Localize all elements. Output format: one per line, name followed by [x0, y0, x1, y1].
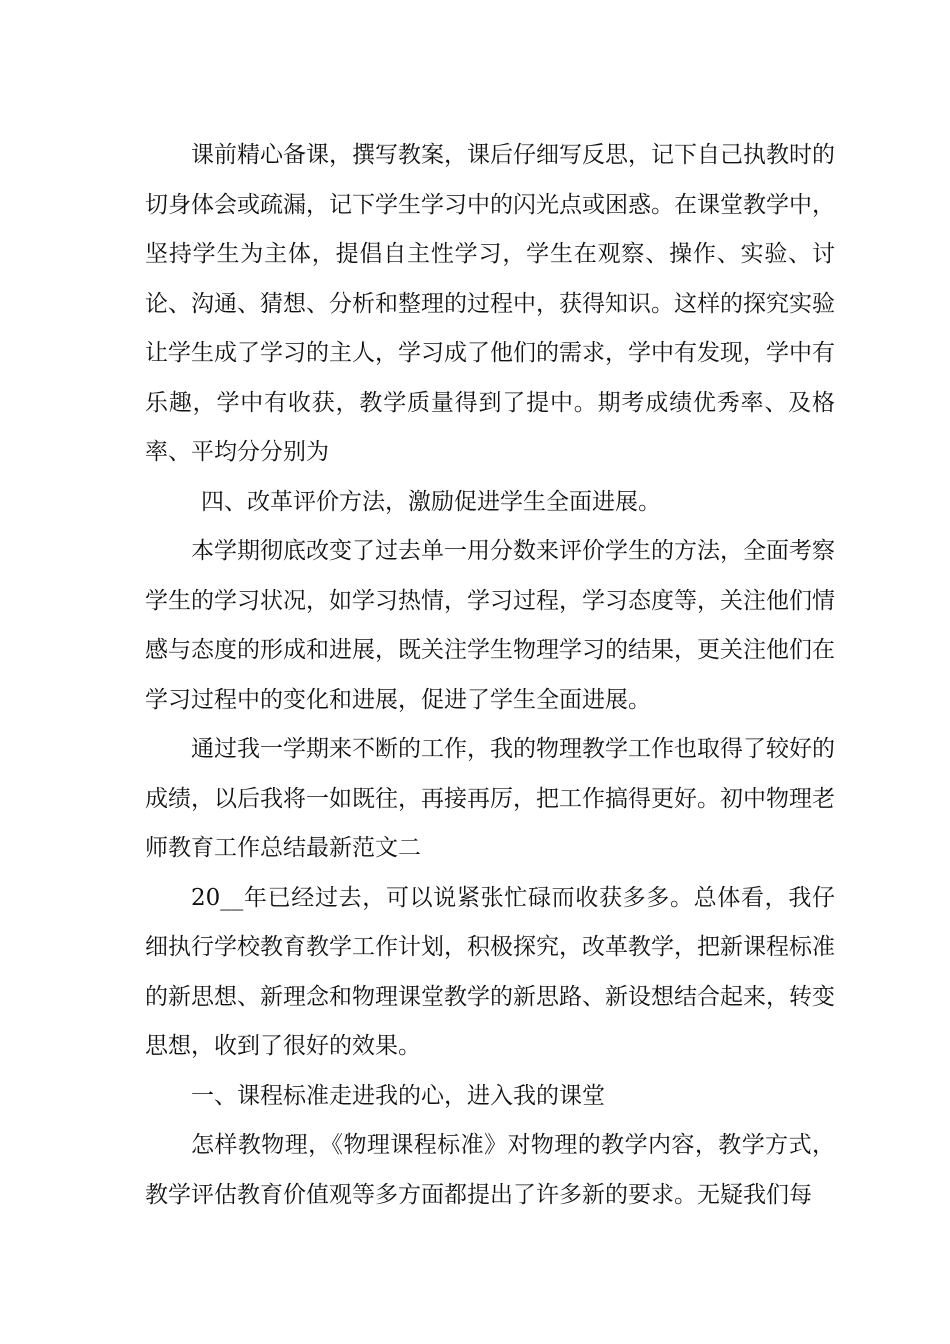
section-heading-curriculum-standard: 一、课程标准走进我的心，进入我的课堂	[191, 1082, 605, 1109]
paragraph-evaluation-method: 本学期彻底改变了过去单一用分数来评价学生的方法，全面考察学生的学习状况，如学习热情，学习过程，学习态度等，关注他们情感与态度的形成和进展，既关注学生物理学习的结果，更关注他们在学习过程中的变化和进展，促进了学生全面进展。	[145, 538, 835, 713]
document-body	[145, 131, 835, 1220]
section-heading-evaluation-reform: 四、改革评价方法，激励促进学生全面进展。	[201, 488, 661, 515]
paragraph-year-review: 20__年已经过去，可以说紧张忙碌而收获多多。总体看，我仔细执行学校教育教学工作计划，积极探究，改革教学，把新课程标准的新思想、新理念和物理课堂教学的新思路、新设想结合起来，转变思想，收到了很好的效果。	[145, 884, 835, 1059]
paragraph-lesson-preparation: 课前精心备课，撰写教案，课后仔细写反思，记下自己执教时的切身体会或疏漏，记下学生学习中的闪光点或困惑。在课堂教学中，坚持学生为主体，提倡自主性学习，学生在观察、操作、实验、讨论、沟通、猜想、分析和整理的过程中，获得知识。这样的探究实验让学生成了学习的主人，学习成了他们的需求，学中有发现，学中有乐趣，学中有收获，教学质量得到了提中。期考成绩优秀率、及格率、平均分分别为	[145, 142, 835, 465]
paragraph-how-to-teach-physics: 怎样教物理，《物理课程标准》对物理的教学内容，教学方式，教学评估教育价值观等多方面都提出了许多新的要求。无疑我们每	[145, 1132, 835, 1208]
paragraph-semester-summary: 通过我一学期来不断的工作，我的物理教学工作也取得了较好的成绩，以后我将一如既往，再接再厉，把工作搞得更好。初中物理老师教育工作总结最新范文二	[145, 736, 835, 861]
